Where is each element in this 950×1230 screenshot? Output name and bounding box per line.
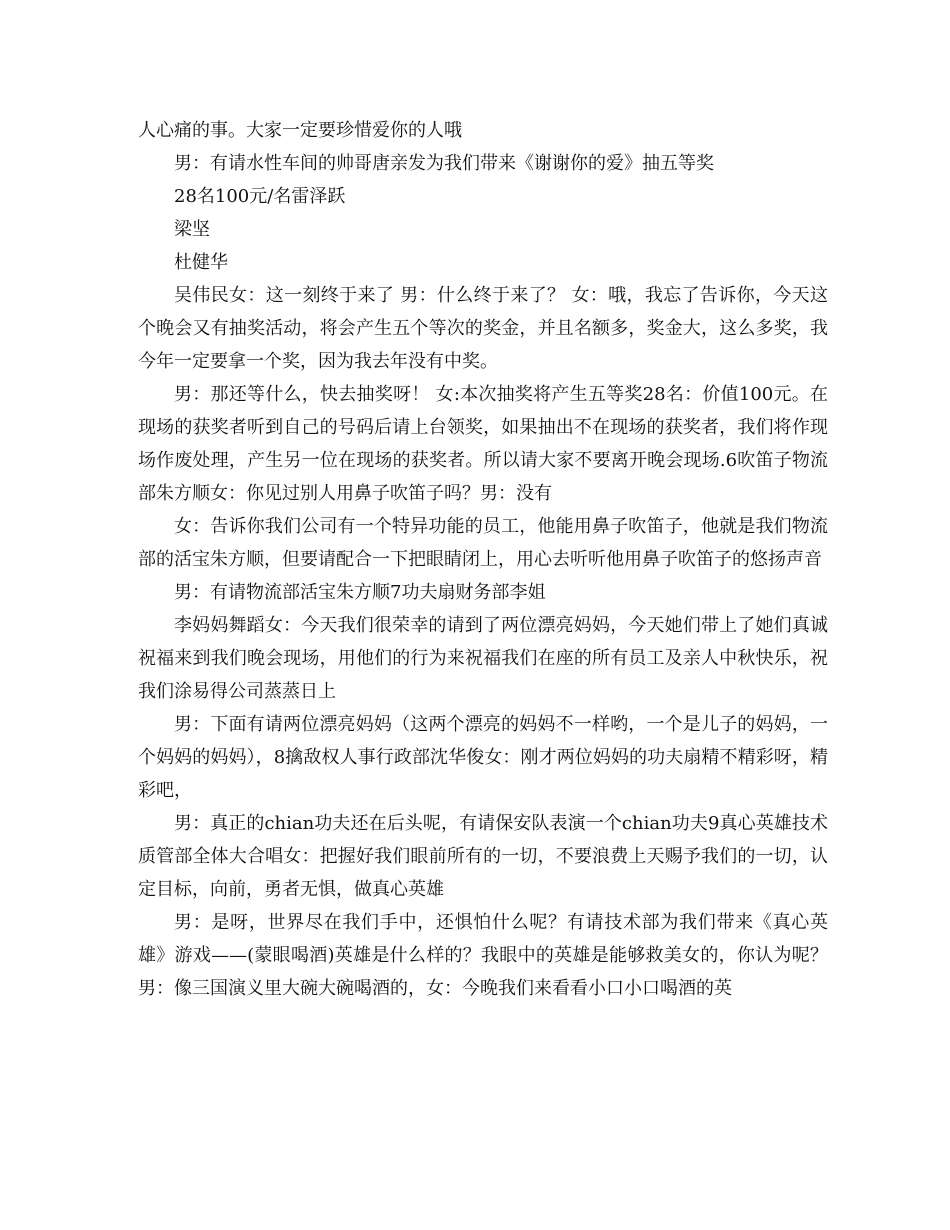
paragraph-4: 梁坚 [174,219,210,240]
paragraph-8: 女：告诉你我们公司有一个特异功能的员工，他能用鼻子吹笛子，他就是我们物流部的活宝朱方顺，但要请配合一下把眼睛闭上，用心去听听他用鼻子吹笛子的悠扬声音 [138,516,828,570]
paragraph-10: 李妈妈舞蹈女：今天我们很荣幸的请到了两位漂亮妈妈，今天她们带上了她们真诚祝福来到我们晚会现场，用他们的行为来祝福我们在座的所有员工及亲人中秋快乐，祝我们涂易得公司蒸蒸日上 [138,615,828,702]
paragraph-13: 男：是呀，世界尽在我们手中，还惧怕什么呢？有请技术部为我们带来《真心英雄》游戏——(蒙眼喝酒)英雄是什么样的？我眼中的英雄是能够救美女的，你认为呢？男：像三国演义里大碗大碗喝酒的，女：今晚我们来看看小口小口喝酒的英 [138,912,828,999]
paragraph-9: 男：有请物流部活宝朱方顺7功夫扇财务部李姐 [174,582,546,603]
paragraph-5: 杜健华 [174,252,228,273]
paragraph-2: 男：有请水性车间的帅哥唐亲发为我们带来《谢谢你的爱》抽五等奖 [174,153,714,174]
document-body [138,114,828,1005]
paragraph-1: 人心痛的事。大家一定要珍惜爱你的人哦 [138,120,462,141]
paragraph-3: 28名100元/名雷泽跃 [174,186,346,207]
paragraph-6: 吴伟民女：这一刻终于来了 男：什么终于来了？ 女：哦，我忘了告诉你，今天这个晚会又有抽奖活动，将会产生五个等次的奖金，并且名额多，奖金大，这么多奖，我今年一定要拿一个奖，因为我去年没有中奖。 [138,285,828,372]
paragraph-7: 男：那还等什么，快去抽奖呀！ 女:本次抽奖将产生五等奖28名：价值100元。在现场的获奖者听到自己的号码后请上台领奖，如果抽出不在现场的获奖者，我们将作现场作废处理，产生另一位在现场的获奖者。所以请大家不要离开晚会现场.6吹笛子物流部朱方顺女：你见过别人用鼻子吹笛子吗？男：没有 [138,384,828,504]
paragraph-11: 男：下面有请两位漂亮妈妈（这两个漂亮的妈妈不一样哟，一个是儿子的妈妈，一个妈妈的妈妈），8擒敌权人事行政部沈华俊女：刚才两位妈妈的功夫扇精不精彩呀，精彩吧， [138,714,828,801]
paragraph-12: 男：真正的chian功夫还在后头呢，有请保安队表演一个chian功夫9真心英雄技术质管部全体大合唱女：把握好我们眼前所有的一切，不要浪费上天赐予我们的一切，认定目标，向前，勇者无惧，做真心英雄 [138,813,828,900]
